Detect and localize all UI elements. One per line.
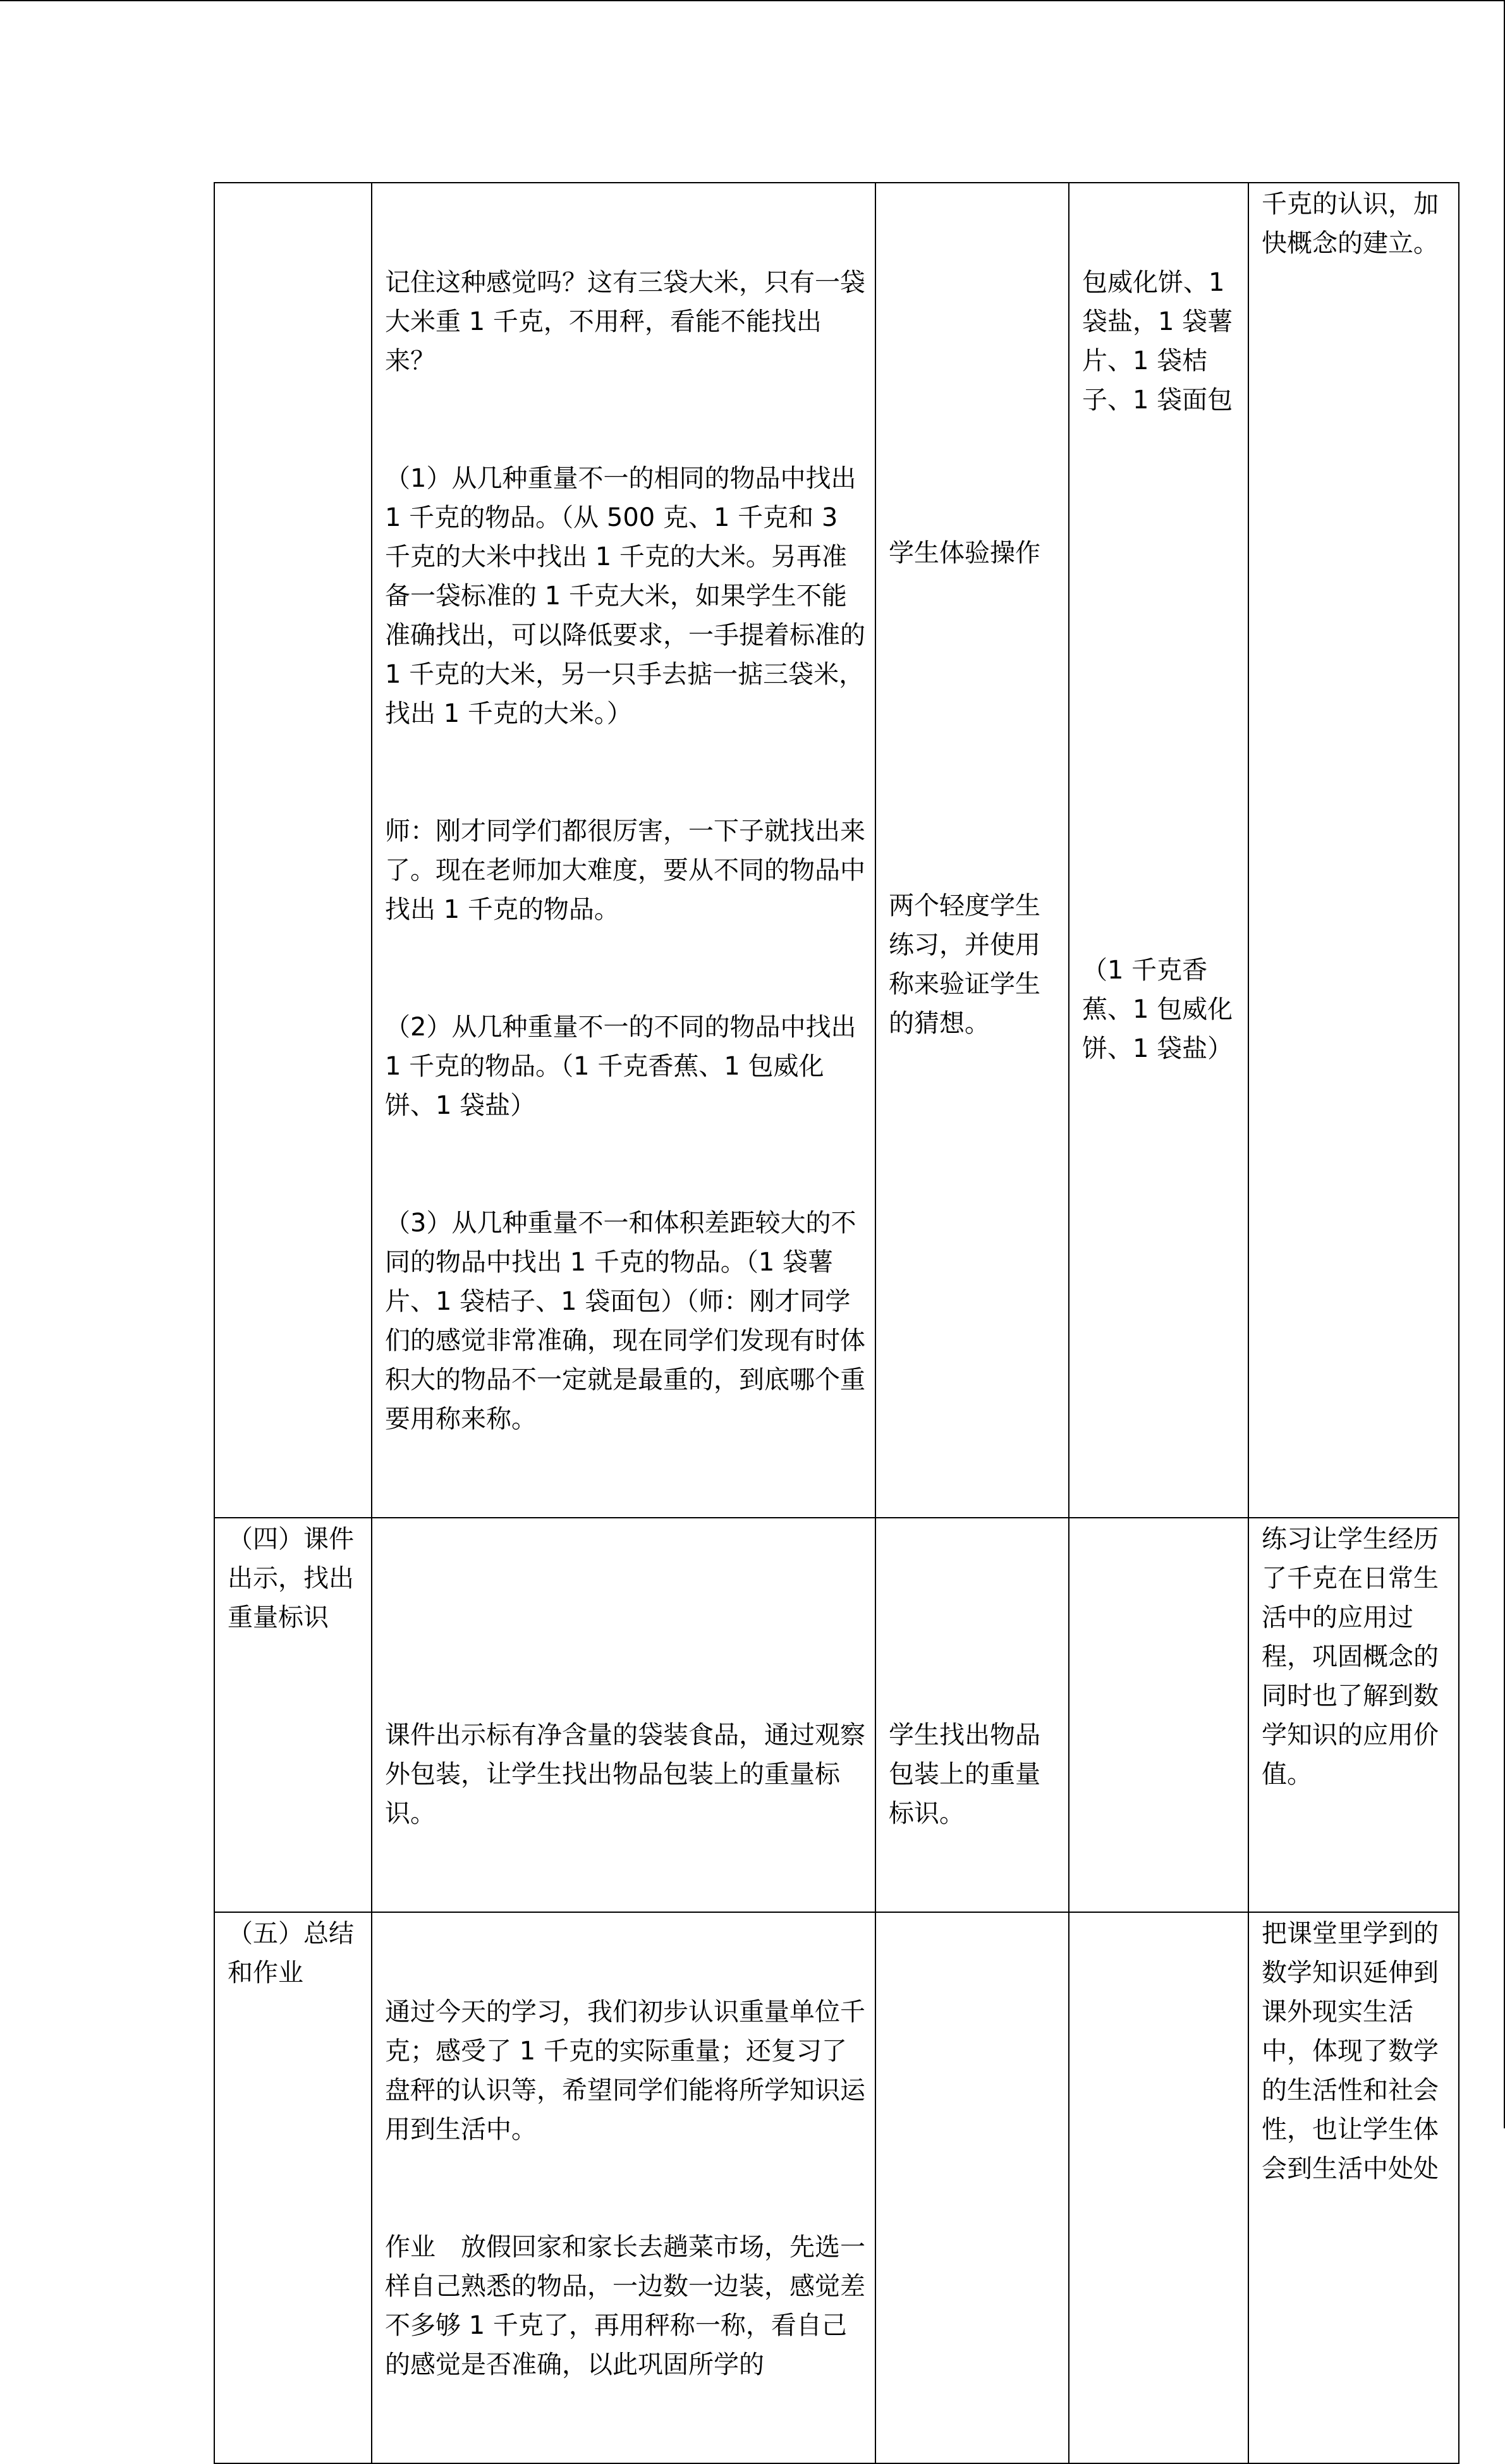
content-paragraph: 师：刚才同学们都很厉害，一下子就找出来了。现在老师加大难度，要从不同的物品中找出 1 千克的物品。 <box>385 817 865 924</box>
table-row <box>214 1518 1459 1912</box>
teaching-content-cell <box>372 1518 875 1912</box>
table-row <box>214 183 1459 1518</box>
student-activity-text: 两个轻度学生练习，并使用称来验证学生的猜想。 <box>889 891 1040 1038</box>
design-purpose-cell <box>1248 1518 1459 1912</box>
student-activity-cell <box>875 1518 1069 1912</box>
teaching-content-cell <box>372 1912 875 2463</box>
content-paragraph: 记住这种感觉吗？这有三袋大米，只有一袋大米重 1 千克，不用秤，看能不能找出来？ <box>385 268 865 375</box>
table-row <box>214 1912 1459 2463</box>
materials-text: 包威化饼、1 袋盐，1 袋薯片、1 袋桔子、1 袋面包 <box>1082 268 1233 415</box>
stage-cell <box>214 1518 372 1912</box>
content-paragraph: 作业 放假回家和家长去趟菜市场，先选一样自己熟悉的物品，一边数一边装，感觉差不多够 1 千克了，再用秤称一称，看自己的感觉是否准确，以此巩固所学的 <box>385 2233 865 2379</box>
student-activity-text: 学生体验操作 <box>889 539 1040 568</box>
content-paragraph: 课件出示标有净含量的袋装食品，通过观察外包装，让学生找出物品包装上的重量标识。 <box>385 1721 865 1828</box>
content-paragraph: 通过今天的学习，我们初步认识重量单位千克；感受了 1 千克的实际重量；还复习了盘秤的认识等，希望同学们能将所学知识运用到生活中。 <box>385 1997 865 2144</box>
materials-cell <box>1069 183 1248 1518</box>
materials-cell <box>1069 1518 1248 1912</box>
stage-cell <box>214 1912 372 2463</box>
materials-text: （1 千克香蕉、1 包威化饼、1 袋盐） <box>1082 956 1233 1063</box>
student-activity-text: 学生找出物品包装上的重量标识。 <box>889 1721 1040 1828</box>
student-activity-cell <box>875 183 1069 1518</box>
materials-cell <box>1069 1912 1248 2463</box>
student-activity-cell <box>875 1912 1069 2463</box>
design-purpose-text: 把课堂里学到的数学知识延伸到课外现实生活中，体现了数学的生活性和社会性，也让学生体会到生活中处处 <box>1262 1919 1439 2183</box>
content-paragraph: （1）从几种重量不一的相同的物品中找出 1 千克的物品。（从 500 克、1 千克和 3 千克的大米中找出 1 千克的大米。另再准备一袋标准的 1 千克大米，如果学生不能准确找出，可以降低要求，一手提着标准的 1 千克的大米，另一只手去掂一掂三袋米，找出 1 千克的大米。） <box>385 464 874 728</box>
design-purpose-cell <box>1248 183 1459 1518</box>
teaching-content-cell <box>372 183 875 1518</box>
content-paragraph: （3）从几种重量不一和体积差距较大的不同的物品中找出 1 千克的物品。（1 袋薯片、1 袋桔子、1 袋面包）（师：刚才同学们的感觉非常准确，现在同学们发现有时体积大的物品不一定就是最重的，到底哪个重要用称来称。 <box>385 1209 865 1434</box>
content-paragraph: （2）从几种重量不一的不同的物品中找出 1 千克的物品。（1 千克香蕉、1 包威化饼、1 袋盐） <box>385 1013 865 1120</box>
design-purpose-text: 练习让学生经历了千克在日常生活中的应用过程，巩固概念的同时也了解到数学知识的应用价值。 <box>1262 1525 1439 1789</box>
stage-label: （五）总结和作业 <box>228 1919 354 1987</box>
design-purpose-cell <box>1248 1912 1459 2463</box>
page-top-border <box>0 0 1505 1</box>
stage-cell <box>214 183 372 1518</box>
design-purpose-text: 千克的认识，加快概念的建立。 <box>1262 190 1439 258</box>
stage-label: （四）课件出示，找出重量标识 <box>228 1525 354 1632</box>
lesson-plan-table <box>214 182 1459 2464</box>
